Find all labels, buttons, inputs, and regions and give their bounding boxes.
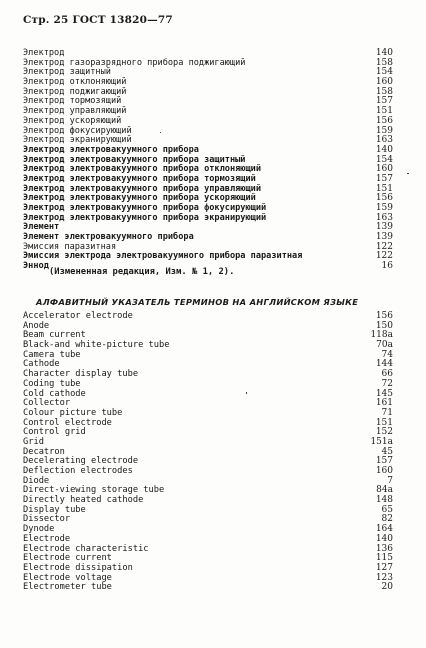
term-number: 159	[375, 125, 393, 136]
index-term: Cathode	[23, 359, 60, 370]
index-term: Accelerator electrode	[23, 311, 133, 321]
index-term: Электрод электровакуумного прибора экранирующий	[23, 212, 267, 223]
term-number: 164	[375, 524, 393, 535]
index-term: Display tube	[23, 504, 86, 515]
index-row	[23, 467, 393, 477]
term-number: 160	[375, 77, 393, 88]
english-term-index	[23, 312, 393, 593]
term-number: 154	[375, 67, 393, 78]
index-term: Collector	[23, 398, 71, 409]
index-term: Электрод отклоняющий	[23, 77, 127, 88]
term-number: 156	[375, 193, 393, 204]
index-term: Colour picture tube	[23, 407, 123, 418]
term-number: 157	[375, 456, 393, 467]
term-number: 158	[375, 57, 393, 68]
term-number: 20	[381, 582, 393, 593]
term-number: 139	[375, 232, 393, 243]
term-number: 145	[375, 388, 393, 399]
index-term: Diode	[23, 475, 50, 486]
index-term: Beam current	[23, 330, 86, 341]
term-number: 157	[375, 96, 393, 107]
index-term: Decelerating electrode	[23, 456, 139, 467]
index-row	[23, 438, 393, 448]
term-number: 122	[375, 251, 393, 262]
term-number: 72	[381, 378, 393, 389]
index-term: Электрод электровакуумного прибора фокусирующий	[23, 203, 267, 213]
index-term: Эмиссия электрода электровакуумного прибора паразитная	[23, 251, 303, 262]
index-term: Electrode dissipation	[23, 562, 133, 573]
term-number: 123	[375, 572, 393, 583]
term-number: 158	[375, 86, 393, 97]
term-number: 161	[375, 398, 393, 409]
term-number: 127	[375, 562, 393, 573]
index-term: Электрод ускоряющий	[23, 115, 122, 126]
index-term: Electrode voltage	[23, 572, 112, 583]
index-term: Электрод электровакуумного прибора тормозящий	[23, 173, 256, 184]
term-number: 84a	[376, 485, 393, 496]
term-number: 144	[375, 359, 393, 370]
index-row	[23, 428, 393, 438]
term-number: 118a	[370, 330, 393, 341]
index-row	[23, 525, 393, 535]
index-term: Электрод электровакуумного прибора отклоняющий	[23, 164, 261, 175]
term-number: 157	[375, 173, 393, 184]
index-term: Элемент электровакуумного прибора	[23, 232, 194, 243]
term-number: 45	[381, 446, 393, 457]
term-number: 66	[381, 369, 393, 380]
index-term: Direct-viewing storage tube	[23, 485, 165, 496]
index-term: Dynode	[23, 524, 55, 535]
print-speck	[160, 132, 161, 133]
index-term: Электрод	[23, 48, 65, 58]
index-term: Control electrode	[23, 417, 112, 428]
index-term: Электрод газоразрядного прибора поджигающий	[23, 57, 246, 68]
term-number: 148	[375, 495, 393, 506]
index-row	[23, 390, 393, 400]
index-term: Black-and white-picture tube	[23, 340, 170, 351]
index-row	[23, 214, 393, 224]
index-row	[23, 312, 393, 322]
index-row	[23, 252, 393, 262]
index-term: Grid	[23, 436, 44, 447]
index-term: Электрод фокусирующий	[23, 125, 132, 136]
index-term: Электрод тормозящий	[23, 96, 122, 107]
term-number: 151	[375, 183, 393, 194]
page-header: Стр. 25 ГОСТ 13820—77	[23, 14, 173, 26]
term-number: 160	[375, 164, 393, 175]
term-number: 152	[375, 427, 393, 438]
index-row	[23, 506, 393, 516]
term-number: 156	[375, 115, 393, 126]
print-speck	[407, 173, 409, 174]
section-title: АЛФАВИТНЫЙ УКАЗАТЕЛЬ ТЕРМИНОВ НА АНГЛИЙСКОМ ЯЗЫКЕ	[36, 297, 359, 307]
index-term: Dissector	[23, 514, 71, 525]
index-term: Эмиссия паразитная	[23, 241, 117, 252]
term-number: 74	[381, 349, 393, 360]
term-number: 154	[375, 154, 393, 165]
index-row	[23, 351, 393, 361]
index-row	[23, 583, 393, 593]
index-term: Электрод защитный	[23, 67, 111, 78]
index-term: Электрод электровакуумного прибора ускоряющий	[23, 193, 256, 204]
index-term: Coding tube	[23, 378, 81, 389]
term-number: 151	[375, 417, 393, 428]
term-number: 140	[375, 48, 393, 58]
term-number: 150	[375, 320, 393, 331]
term-number: 7	[387, 475, 393, 486]
term-number: 122	[375, 241, 393, 252]
term-number: 151a	[370, 436, 393, 447]
russian-term-index	[23, 49, 393, 272]
term-number: 71	[381, 407, 393, 418]
amendment-note: (Измененная редакция, Изм. № 1, 2).	[49, 267, 235, 277]
term-number: 151	[375, 106, 393, 117]
term-number: 16	[381, 261, 393, 272]
index-term: Элемент	[23, 222, 60, 233]
index-term: Camera tube	[23, 349, 81, 360]
index-term: Электрод электровакуумного прибора управляющий	[23, 183, 261, 194]
index-term: Electrode	[23, 533, 71, 544]
term-number: 156	[375, 311, 393, 321]
term-number: 140	[375, 533, 393, 544]
index-term: Control grid	[23, 427, 86, 438]
term-number: 163	[375, 135, 393, 146]
term-number: 82	[381, 514, 393, 525]
term-number: 65	[381, 504, 393, 515]
term-number: 70a	[376, 340, 393, 351]
index-term: Электрод электровакуумного прибора защитный	[23, 154, 246, 165]
index-term: Электрод поджигающий	[23, 86, 127, 97]
index-term: Electrometer tube	[23, 582, 112, 593]
index-term: Cold cathode	[23, 388, 86, 399]
index-term: Электрод управляющий	[23, 106, 127, 117]
index-term: Character display tube	[23, 369, 139, 380]
index-term: Decatron	[23, 446, 65, 457]
index-term: Electrode current	[23, 553, 112, 564]
index-term: Directly heated cathode	[23, 495, 144, 506]
index-term: Электрод экранирующий	[23, 135, 132, 146]
index-term: Electrode characteristic	[23, 543, 149, 554]
print-speck	[246, 392, 247, 394]
term-number: 160	[375, 466, 393, 476]
term-number: 136	[375, 543, 393, 554]
term-number: 140	[375, 144, 393, 155]
index-row	[23, 515, 393, 525]
term-number: 163	[375, 212, 393, 223]
term-number: 115	[375, 553, 393, 564]
term-number: 139	[375, 222, 393, 233]
index-term: Эннод	[23, 261, 49, 272]
index-term: Электрод электровакуумного прибора	[23, 144, 199, 155]
index-term: Anode	[23, 320, 50, 331]
term-number: 159	[375, 203, 393, 213]
index-term: Deflection electrodes	[23, 466, 133, 476]
